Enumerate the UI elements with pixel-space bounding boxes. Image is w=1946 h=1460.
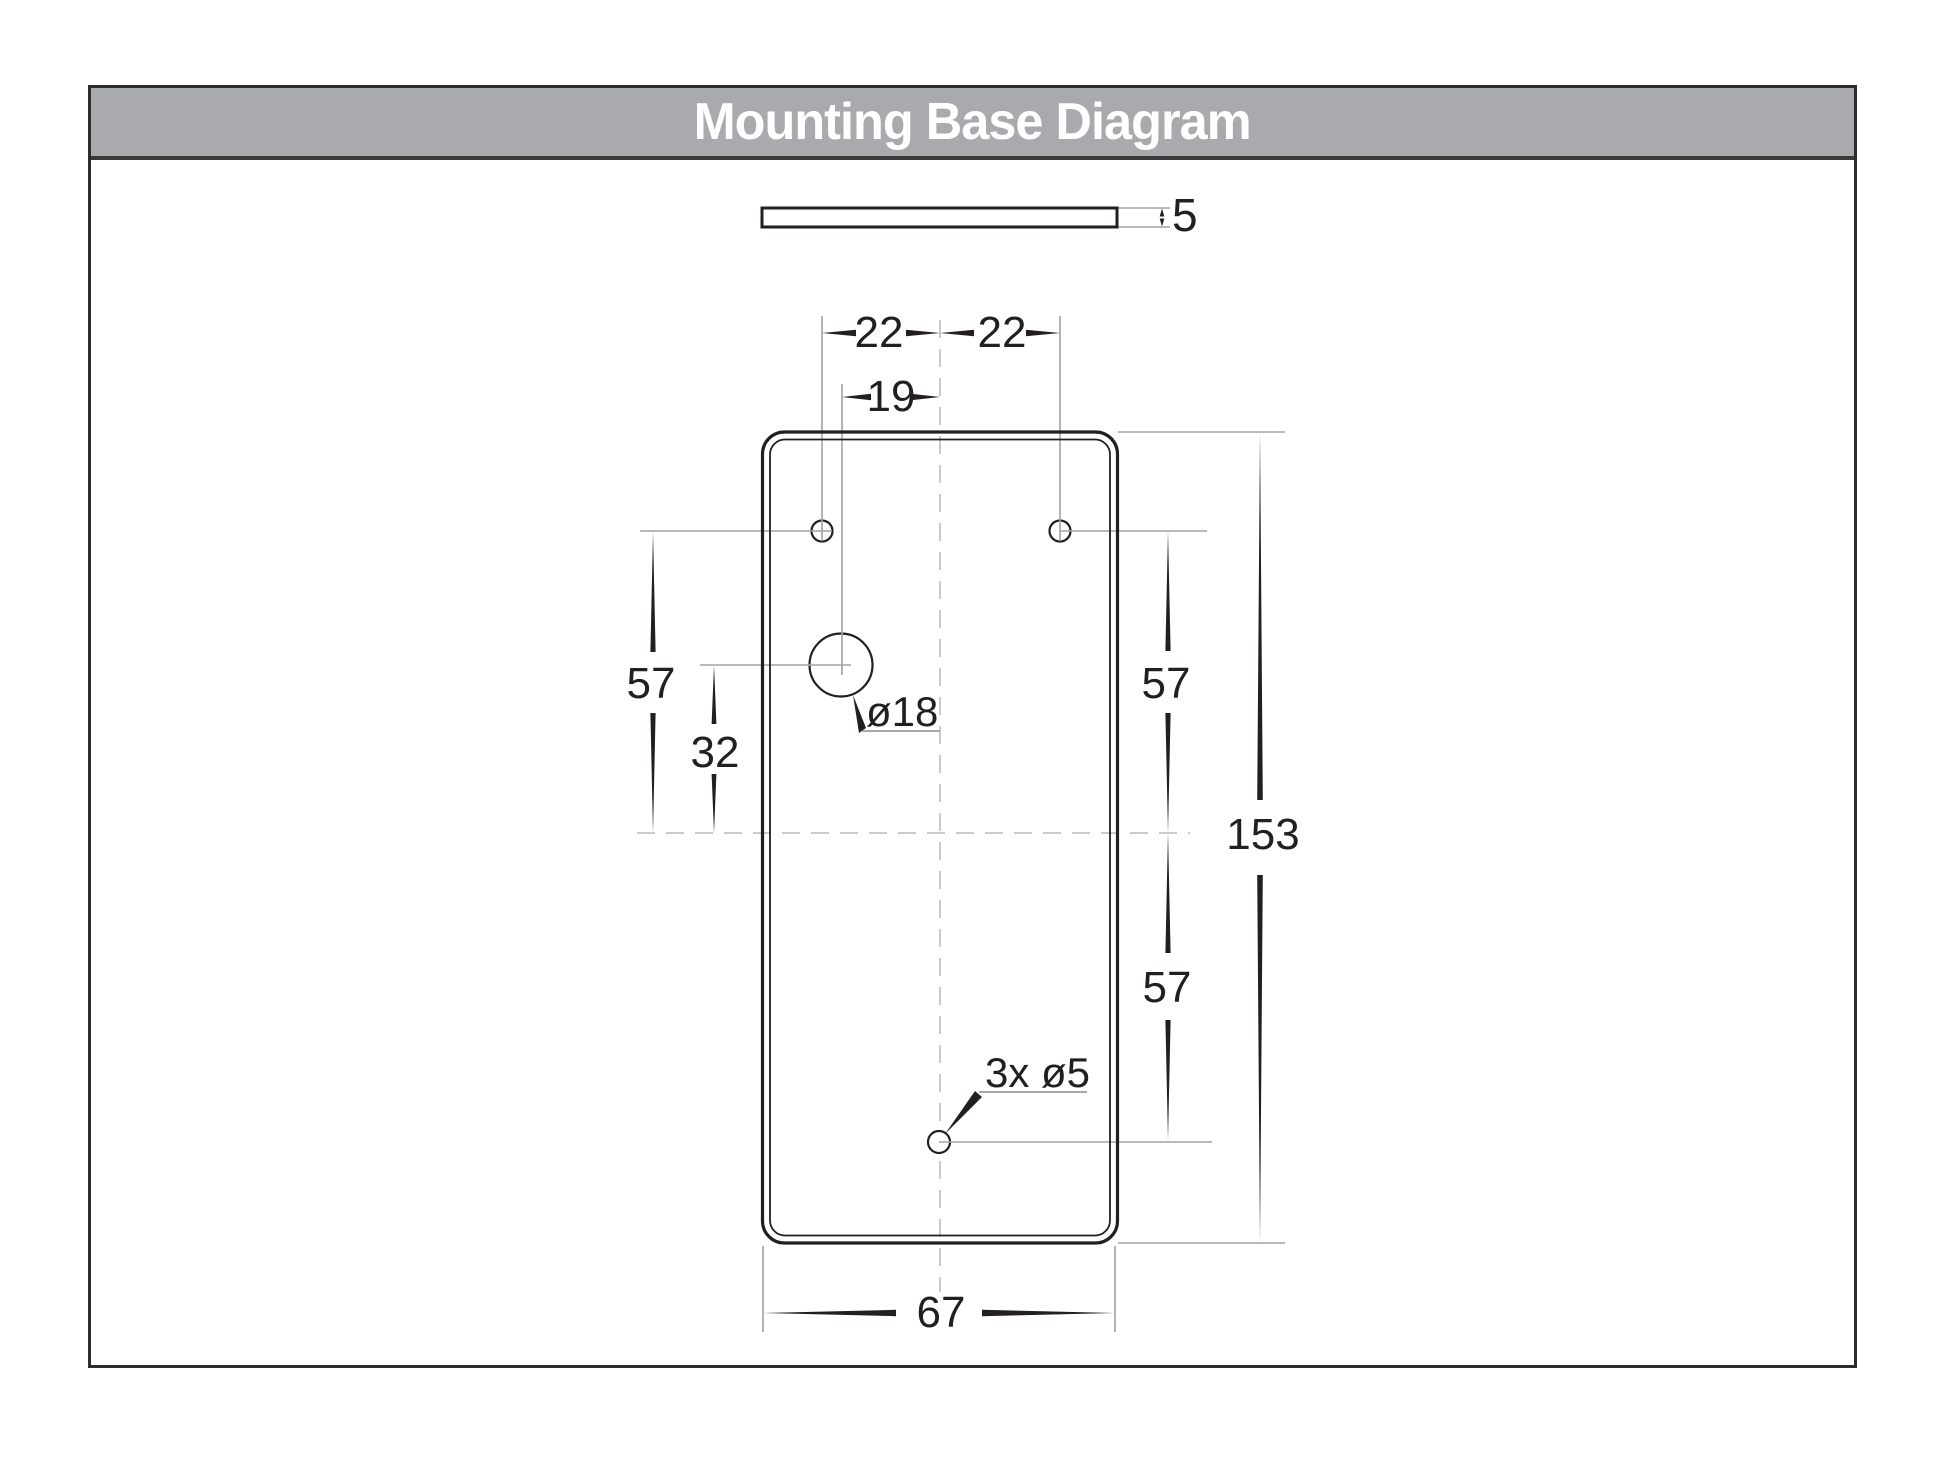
dimension-left-hole-to-centerline [627,532,676,833]
thickness-dimension [1160,189,1198,241]
left-hole-to-centerline-label: 57 [626,659,676,708]
overall-height-label: 153 [1226,810,1300,859]
centerline-to-bottom-hole-label: 57 [1142,963,1192,1012]
hole-offset-left-label: 22 [854,308,904,357]
mounting-holes-label: 3x ø5 [985,1049,1091,1096]
dimension-overall-height [1226,432,1299,1243]
big-hole-callout [853,688,940,735]
thickness-label: 5 [1172,189,1198,241]
mounting-holes-callout [945,1049,1090,1134]
big-hole-offset-label: 19 [866,372,916,421]
big-hole-to-centerline-label: 32 [690,728,740,777]
dimension-hole-offset-right [940,308,1060,357]
dimension-big-hole-to-centerline [691,665,740,833]
dimension-base-width [763,1288,1115,1337]
dimension-right-hole-to-centerline [1142,531,1191,833]
dimension-hole-offset-left [822,308,940,357]
dimension-centerline-to-bottom-hole [1143,833,1192,1140]
right-hole-to-centerline-label: 57 [1141,659,1191,708]
big-hole-diameter-label: ø18 [866,688,939,735]
dimension-big-hole-offset [842,372,940,421]
side-view-plate [762,208,1117,227]
hole-offset-right-label: 22 [977,308,1027,357]
page-title: Mounting Base Diagram [694,93,1251,151]
base-width-label: 67 [916,1288,966,1337]
